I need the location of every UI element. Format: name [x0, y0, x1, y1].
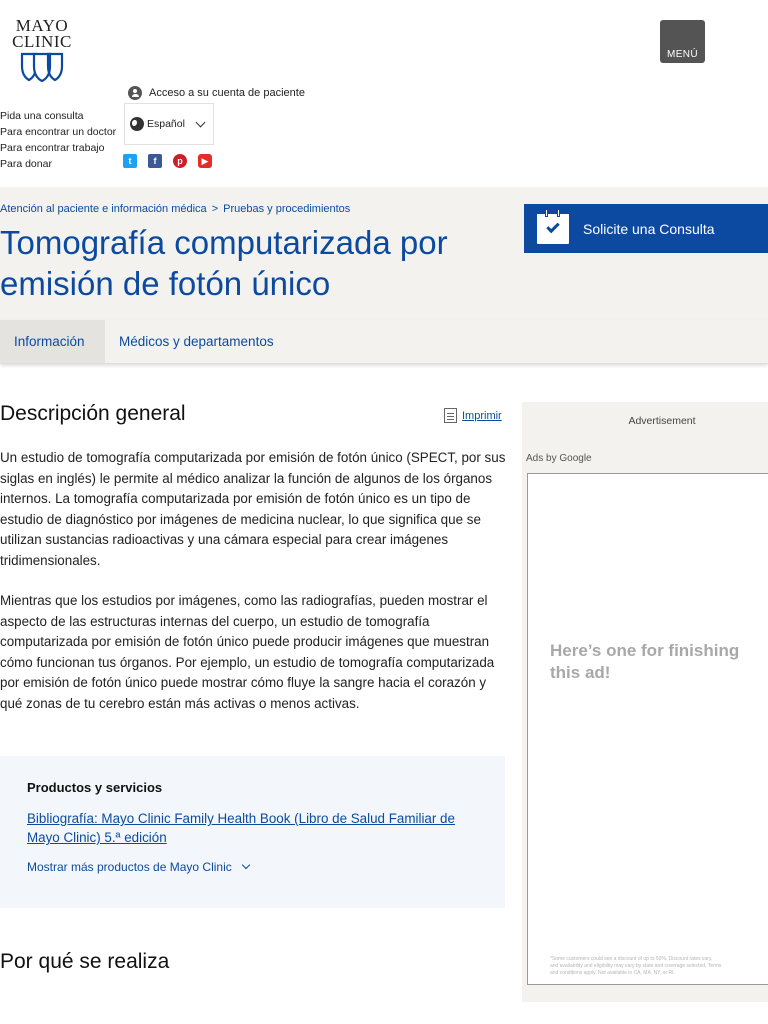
tab-information[interactable]: Información [0, 320, 105, 363]
show-more-products-button[interactable] [27, 860, 249, 874]
show-more-label: Mostrar más productos de Mayo Clinic [27, 860, 232, 874]
mayo-clinic-logo[interactable] [10, 18, 74, 82]
ad-fine-print: *Some customers could see a discount of up to 50%. Discount rates vary, and availability and eligibility may vary by state and coverage selected. Terms and conditions apply. Not available in CA, MA, NY, or RI. [550, 956, 722, 976]
overview-paragraph-2: Mientras que los estudios por imágenes, como las radiografías, pueden mostrar el aspecto de las estructuras internas del cuerpo, un estudio de tomografía computarizada por emisión de fotón único puede producir imágenes que muestran cómo funcionan tus órganos. Por ejemplo, un estudio de tomografía computarizada por emisión de fotón único puede mostrar cómo fluye la sangre hacia el corazón y qué zonas de tu cerebro están más activas o menos activas. [0, 593, 495, 711]
menu-button[interactable] [660, 20, 705, 63]
products-title: Productos y servicios [27, 780, 163, 795]
overview-title: Descripción general [0, 402, 186, 425]
breadcrumb-separator: > [211, 203, 219, 215]
chevron-down-icon [196, 117, 206, 127]
pinterest-icon[interactable]: p [173, 154, 187, 168]
ad-headline: Here’s one for finishing this ad! [550, 641, 740, 682]
overview-paragraph-1: Un estudio de tomografía computarizada por emisión de fotón único (SPECT, por sus siglas en inglés) le permite al médico analizar la función de algunos de los órganos internos. La tomografía computarizada por emisión de fotón único es un tipo de estudio de diagnóstico por imágenes de medicina nuclear, lo que significa que se utilizan sustancias radioactivas y una cámara especial para crear imágenes tridimensionales. [0, 450, 506, 568]
utility-link-appointment[interactable]: Pida una consulta [0, 110, 84, 122]
why-section-title: Por qué se realiza [0, 950, 170, 973]
family-health-book-link[interactable]: Bibliografía: Mayo Clinic Family Health Book (Libro de Salud Familiar de Mayo Clinic) 5.ª edición [27, 811, 455, 845]
logo-line-clinic: CLINIC [12, 32, 72, 51]
language-label: Español [147, 118, 185, 130]
social-links [123, 154, 212, 168]
account-label: Acceso a su cuenta de paciente [149, 87, 305, 99]
twitter-icon[interactable]: t [123, 154, 137, 168]
utility-link-find-job[interactable]: Para encontrar trabajo [0, 142, 105, 154]
advertisement-label: Advertisement [628, 415, 696, 427]
shields-icon [20, 52, 64, 82]
logo-line-mayo: MAYO [15, 16, 69, 35]
language-selector[interactable] [124, 103, 214, 145]
print-document-icon [444, 408, 457, 423]
print-link[interactable] [444, 408, 502, 423]
cta-label: Solicite una Consulta [583, 220, 715, 237]
breadcrumb-tests-procedures[interactable]: Pruebas y procedimientos [223, 203, 351, 215]
request-appointment-button[interactable] [524, 204, 768, 253]
advertisement-column [522, 402, 768, 1002]
tab-doctors-departments[interactable]: Médicos y departamentos [119, 334, 274, 349]
facebook-icon[interactable]: f [148, 154, 162, 168]
print-label: Imprimir [462, 409, 502, 422]
patient-account-link[interactable] [128, 86, 305, 100]
utility-link-donate[interactable]: Para donar [0, 158, 52, 170]
menu-label: MENÚ [666, 49, 699, 60]
ads-by-google-label[interactable]: Ads by Google [526, 453, 592, 464]
youtube-icon[interactable]: ▶ [198, 154, 212, 168]
utility-links [0, 108, 116, 172]
content-tabs [0, 320, 768, 364]
globe-icon [130, 117, 144, 131]
calendar-check-icon [537, 214, 569, 244]
products-services-box [0, 756, 505, 908]
user-icon [128, 86, 142, 100]
page-title: Tomografía computarizada por emisión de fotón único [0, 224, 448, 302]
ad-frame[interactable] [527, 473, 768, 985]
breadcrumb [0, 203, 350, 215]
utility-link-find-doctor[interactable]: Para encontrar un doctor [0, 126, 117, 138]
chevron-down-icon [242, 861, 250, 869]
breadcrumb-patient-care[interactable]: Atención al paciente e información médica [0, 203, 207, 215]
